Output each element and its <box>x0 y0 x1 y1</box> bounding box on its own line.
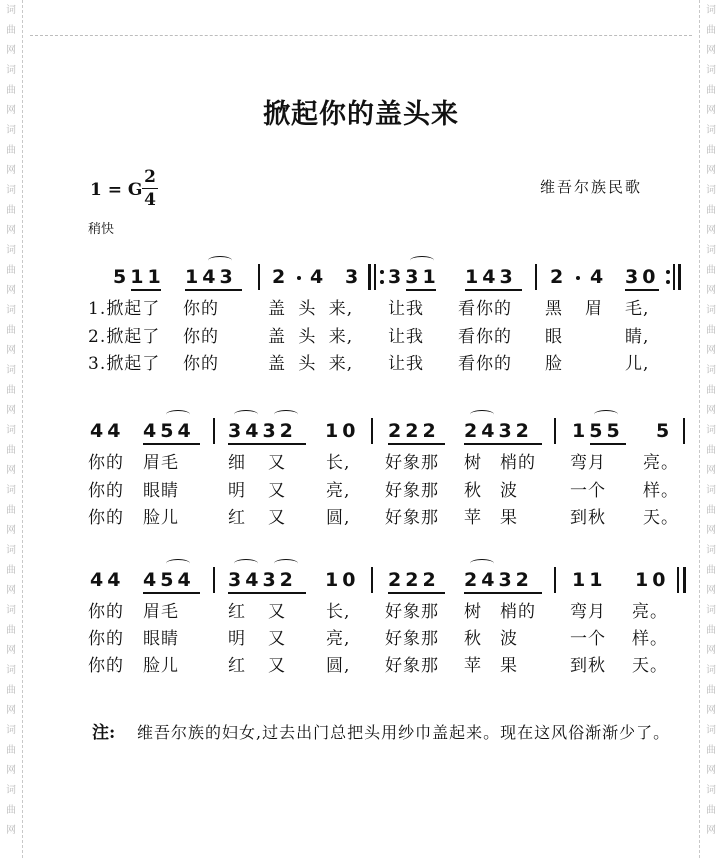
watermark-char: 曲 <box>706 325 716 336</box>
barline <box>683 418 685 444</box>
lyric: 果 <box>500 508 518 528</box>
notes-s3-m1b: 454 <box>143 569 195 591</box>
lyric: 盖 头 来, <box>268 299 354 319</box>
watermark-char: 网 <box>706 285 716 296</box>
lyric: 圆, <box>326 656 351 676</box>
lyric: 你的 <box>88 656 124 676</box>
watermark-char: 网 <box>6 45 16 56</box>
eighth-underline <box>228 592 306 594</box>
repeat-start-thin <box>374 264 376 290</box>
watermark-char: 词 <box>706 125 716 136</box>
notes-s2-m2: 3432 <box>228 420 297 442</box>
tie-arc <box>274 410 298 419</box>
top-divider <box>30 35 692 36</box>
notes-s1-m4a: 2 <box>550 266 568 288</box>
watermark-char: 曲 <box>6 745 16 756</box>
tie-arc <box>234 410 258 419</box>
lyric: 秋 <box>464 629 482 649</box>
watermark-char: 词 <box>706 245 716 256</box>
watermark-char: 曲 <box>706 25 716 36</box>
lyric: 你的 <box>88 481 124 501</box>
lyric: 你的 <box>88 629 124 649</box>
lyric: 儿, <box>625 354 650 374</box>
lyric: 苹 <box>464 656 482 676</box>
watermark-char: 曲 <box>6 805 16 816</box>
notes-s3-m2: 3432 <box>228 569 297 591</box>
watermark-char: 曲 <box>706 145 716 156</box>
time-signature-top: 2 <box>142 166 158 189</box>
tie-arc <box>166 559 190 568</box>
notes-s3-m5b: 10 <box>635 569 670 591</box>
watermark-char: 词 <box>706 65 716 76</box>
barline <box>371 567 373 593</box>
lyric: 让我 <box>388 299 424 319</box>
watermark-char: 曲 <box>706 85 716 96</box>
tie-arc <box>234 559 258 568</box>
barline <box>554 567 556 593</box>
watermark-char: 词 <box>706 5 716 16</box>
lyric: 又 <box>268 508 286 528</box>
extension-dot <box>297 276 301 280</box>
repeat-start-thick <box>368 264 371 290</box>
lyric: 看你的 <box>458 327 512 347</box>
watermark-char: 词 <box>706 365 716 376</box>
lyric: 又 <box>268 481 286 501</box>
watermark-char: 网 <box>6 465 16 476</box>
watermark-char: 曲 <box>6 325 16 336</box>
lyric: 天。 <box>632 656 668 676</box>
watermark-char: 网 <box>706 585 716 596</box>
notes-s1-m4b: 4 <box>590 266 608 288</box>
eighth-underline <box>590 443 626 445</box>
eighth-underline <box>143 443 200 445</box>
notes-s2-m4b: 2432 <box>464 420 533 442</box>
tie-arc <box>274 559 298 568</box>
repeat-dot <box>380 280 384 284</box>
lyric: 果 <box>500 656 518 676</box>
watermark-char: 词 <box>6 425 16 436</box>
watermark-char: 网 <box>706 345 716 356</box>
repeat-end-thick <box>678 264 681 290</box>
lyric: 明 <box>228 629 246 649</box>
barline <box>371 418 373 444</box>
eighth-underline <box>388 443 445 445</box>
watermark-char: 网 <box>706 645 716 656</box>
lyric: 眼睛 <box>143 629 179 649</box>
watermark-char: 网 <box>706 225 716 236</box>
notes-s3-m3: 10 <box>325 569 360 591</box>
watermark-char: 曲 <box>706 385 716 396</box>
watermark-char: 词 <box>6 665 16 676</box>
lyric: 又 <box>268 602 286 622</box>
lyric: 一个 <box>570 629 606 649</box>
lyric: 亮。 <box>632 602 668 622</box>
lyric: 好象那 <box>385 453 439 473</box>
eighth-underline <box>185 289 242 291</box>
eighth-underline <box>143 592 200 594</box>
eighth-underline <box>131 289 161 291</box>
lyric: 亮, <box>326 481 351 501</box>
watermark-char: 曲 <box>706 565 716 576</box>
watermark-char: 曲 <box>706 265 716 276</box>
watermark-char: 词 <box>706 485 716 496</box>
watermark-char: 词 <box>6 545 16 556</box>
watermark-char: 词 <box>706 425 716 436</box>
notes-s1-m2c: 3 <box>345 266 363 288</box>
lyric: 梢的 <box>500 602 536 622</box>
notes-s1-m1a: 511 <box>113 266 165 288</box>
watermark-char: 网 <box>6 705 16 716</box>
extension-dot <box>576 276 580 280</box>
notes-s2-m4a: 222 <box>388 420 440 442</box>
watermark-char: 词 <box>6 305 16 316</box>
lyric: 2.掀起了 <box>88 327 161 347</box>
repeat-end-thin <box>673 264 675 290</box>
lyric: 树 <box>464 602 482 622</box>
tempo-marking: 稍快 <box>88 222 115 237</box>
watermark-char: 词 <box>706 785 716 796</box>
watermark-char: 曲 <box>6 505 16 516</box>
barline <box>213 567 215 593</box>
watermark-char: 网 <box>706 105 716 116</box>
lyric: 一个 <box>570 481 606 501</box>
tie-arc <box>208 256 232 265</box>
lyric: 你的 <box>88 508 124 528</box>
lyric: 让我 <box>388 327 424 347</box>
notes-s3-m1a: 44 <box>90 569 125 591</box>
lyric: 亮。 <box>643 453 679 473</box>
barline <box>554 418 556 444</box>
watermark-char: 词 <box>6 725 16 736</box>
watermark-char: 词 <box>6 5 16 16</box>
note-label: 注: <box>92 723 116 743</box>
watermark-char: 网 <box>6 585 16 596</box>
watermark-char: 网 <box>6 645 16 656</box>
watermark-char: 网 <box>706 765 716 776</box>
lyric: 眉毛 <box>143 602 179 622</box>
notes-s3-m4b: 2432 <box>464 569 533 591</box>
final-barline-thick <box>683 567 686 593</box>
notes-s3-m4a: 222 <box>388 569 440 591</box>
notes-s1-m4c: 30 <box>625 266 660 288</box>
lyric: 样。 <box>632 629 668 649</box>
watermark-char: 网 <box>706 405 716 416</box>
lyric: 脸 <box>545 354 563 374</box>
watermark-char: 词 <box>6 605 16 616</box>
repeat-dot <box>666 270 670 274</box>
watermark-char: 网 <box>706 45 716 56</box>
watermark-char: 曲 <box>6 85 16 96</box>
lyric: 3.掀起了 <box>88 354 161 374</box>
lyric: 好象那 <box>385 602 439 622</box>
watermark-char: 词 <box>706 725 716 736</box>
watermark-char: 词 <box>706 665 716 676</box>
lyric: 长, <box>326 453 351 473</box>
watermark-char: 曲 <box>6 205 16 216</box>
lyric: 长, <box>326 602 351 622</box>
watermark-char: 词 <box>6 65 16 76</box>
song-origin: 维吾尔族民歌 <box>540 178 643 196</box>
lyric: 到秋 <box>570 508 606 528</box>
eighth-underline <box>625 289 659 291</box>
watermark-char: 词 <box>706 185 716 196</box>
lyric: 红 <box>228 656 246 676</box>
lyric: 让我 <box>388 354 424 374</box>
lyric: 眼 <box>545 327 563 347</box>
eighth-underline <box>465 289 522 291</box>
watermark-char: 曲 <box>6 565 16 576</box>
lyric: 看你的 <box>458 354 512 374</box>
lyric: 好象那 <box>385 656 439 676</box>
lyric: 亮, <box>326 629 351 649</box>
repeat-dot <box>380 270 384 274</box>
lyric: 波 <box>500 481 518 501</box>
watermark-char: 网 <box>6 225 16 236</box>
watermark-char: 曲 <box>6 385 16 396</box>
watermark-char: 网 <box>6 285 16 296</box>
notes-s1-m2b: 4 <box>310 266 328 288</box>
lyric: 黑 <box>545 299 563 319</box>
final-barline-thin <box>677 567 679 593</box>
watermark-char: 词 <box>6 365 16 376</box>
watermark-char: 词 <box>6 125 16 136</box>
watermark-char: 网 <box>706 165 716 176</box>
watermark-char: 曲 <box>706 445 716 456</box>
watermark-char: 曲 <box>6 445 16 456</box>
key-signature: 1 = G <box>90 180 143 200</box>
watermark-char: 网 <box>706 825 716 836</box>
lyric: 明 <box>228 481 246 501</box>
lyric: 好象那 <box>385 481 439 501</box>
lyric: 样。 <box>643 481 679 501</box>
lyric: 秋 <box>464 481 482 501</box>
lyric: 到秋 <box>570 656 606 676</box>
lyric: 弯月 <box>570 602 606 622</box>
watermark-char: 词 <box>706 305 716 316</box>
notes-s2-m1b: 454 <box>143 420 195 442</box>
lyric: 苹 <box>464 508 482 528</box>
tie-arc <box>470 559 494 568</box>
lyric: 细 <box>228 453 246 473</box>
watermark-char: 网 <box>6 105 16 116</box>
notes-s2-m1a: 44 <box>90 420 125 442</box>
lyric: 好象那 <box>385 508 439 528</box>
watermark-char: 曲 <box>706 745 716 756</box>
watermark-char: 词 <box>706 545 716 556</box>
song-title: 掀起你的盖头来 <box>263 99 459 130</box>
tie-arc <box>410 256 434 265</box>
watermark-char: 曲 <box>6 25 16 36</box>
watermark-char: 曲 <box>6 625 16 636</box>
lyric: 你的 <box>88 602 124 622</box>
lyric: 眉毛 <box>143 453 179 473</box>
watermark-char: 网 <box>6 165 16 176</box>
lyric: 你的 <box>183 327 219 347</box>
watermark-char: 词 <box>6 245 16 256</box>
lyric: 你的 <box>88 453 124 473</box>
lyric: 盖 头 来, <box>268 327 354 347</box>
lyric: 眼睛 <box>143 481 179 501</box>
lyric: 圆, <box>326 508 351 528</box>
lyric: 红 <box>228 602 246 622</box>
lyric: 又 <box>268 656 286 676</box>
watermark-char: 曲 <box>706 805 716 816</box>
watermark-char: 词 <box>6 785 16 796</box>
eighth-underline <box>388 592 445 594</box>
tie-arc <box>166 410 190 419</box>
lyric: 睛, <box>625 327 650 347</box>
watermark-char: 曲 <box>706 625 716 636</box>
watermark-char: 网 <box>6 825 16 836</box>
watermark-char: 曲 <box>706 505 716 516</box>
lyric: 波 <box>500 629 518 649</box>
eighth-underline <box>464 592 542 594</box>
watermark-char: 网 <box>706 465 716 476</box>
notes-s1-m3b: 143 <box>465 266 517 288</box>
lyric: 看你的 <box>458 299 512 319</box>
lyric: 又 <box>268 453 286 473</box>
eighth-underline <box>464 443 542 445</box>
time-signature-bottom: 4 <box>144 190 156 210</box>
lyric: 梢的 <box>500 453 536 473</box>
lyric: 红 <box>228 508 246 528</box>
watermark-char: 网 <box>6 405 16 416</box>
watermark-char: 曲 <box>6 265 16 276</box>
barline <box>535 264 537 290</box>
lyric: 天。 <box>643 508 679 528</box>
watermark-char: 词 <box>6 485 16 496</box>
watermark-char: 网 <box>6 525 16 536</box>
lyric: 你的 <box>183 354 219 374</box>
lyric: 脸儿 <box>143 508 179 528</box>
note-text: 维吾尔族的妇女,过去出门总把头用纱巾盖起来。现在这风俗渐渐少了。 <box>137 723 671 742</box>
notes-s1-m2a: 2 <box>272 266 290 288</box>
notes-s2-m5b: 5 <box>656 420 674 442</box>
watermark-char: 网 <box>706 705 716 716</box>
repeat-dot <box>666 280 670 284</box>
eighth-underline <box>228 443 306 445</box>
eighth-underline <box>406 289 436 291</box>
notes-s3-m5a: 11 <box>572 569 607 591</box>
tie-arc <box>470 410 494 419</box>
watermark-char: 曲 <box>706 205 716 216</box>
lyric: 1.掀起了 <box>88 299 161 319</box>
watermark-char: 网 <box>6 765 16 776</box>
lyric: 盖 头 来, <box>268 354 354 374</box>
notes-s1-m1b: 143 <box>185 266 237 288</box>
lyric: 毛, <box>625 299 650 319</box>
watermark-char: 曲 <box>706 685 716 696</box>
tie-arc <box>594 410 618 419</box>
watermark-char: 网 <box>706 525 716 536</box>
lyric: 你的 <box>183 299 219 319</box>
notes-s1-m3a: 331 <box>388 266 440 288</box>
notes-s2-m3: 10 <box>325 420 360 442</box>
lyric: 树 <box>464 453 482 473</box>
lyric: 好象那 <box>385 629 439 649</box>
lyric: 弯月 <box>570 453 606 473</box>
barline <box>258 264 260 290</box>
watermark-char: 曲 <box>6 685 16 696</box>
watermark-char: 网 <box>6 345 16 356</box>
notes-s2-m5a: 155 <box>572 420 624 442</box>
watermark-char: 曲 <box>6 145 16 156</box>
time-signature <box>142 166 158 211</box>
lyric: 又 <box>268 629 286 649</box>
lyric: 眉 <box>585 299 603 319</box>
barline <box>213 418 215 444</box>
watermark-char: 词 <box>706 605 716 616</box>
watermark-char: 词 <box>6 185 16 196</box>
lyric: 脸儿 <box>143 656 179 676</box>
